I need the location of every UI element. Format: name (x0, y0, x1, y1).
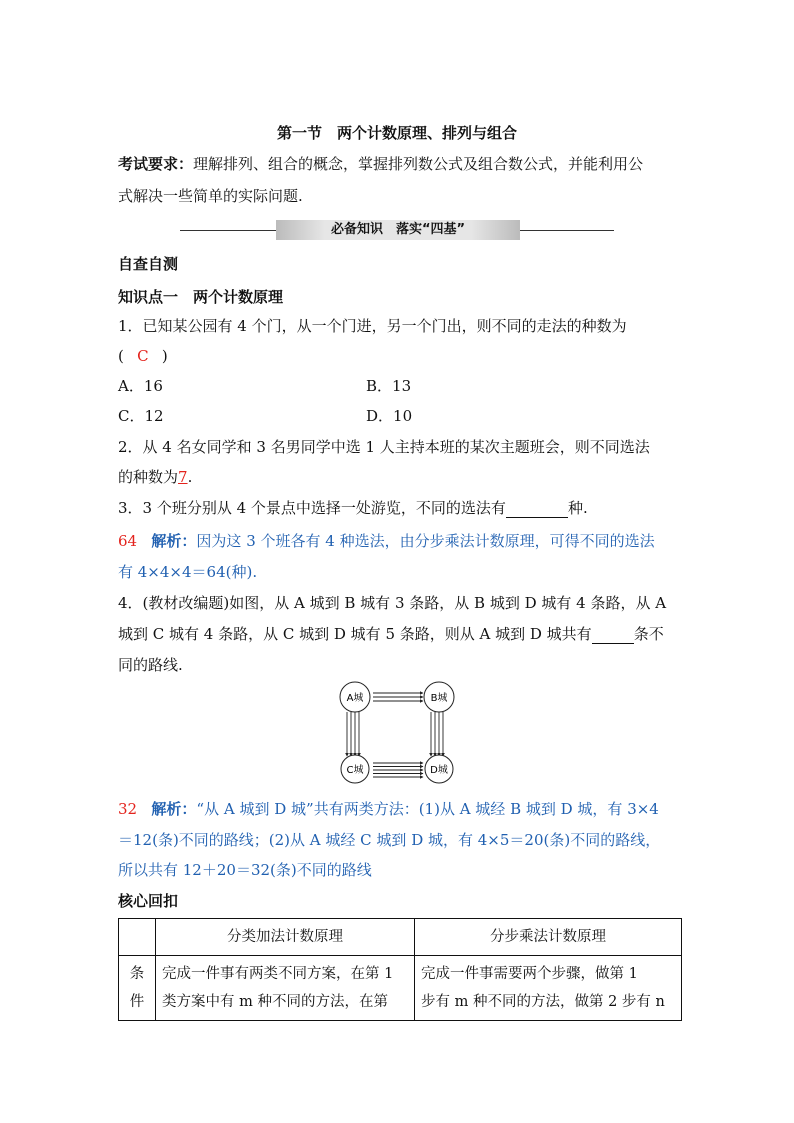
q3-blank (506, 501, 568, 518)
banner-right-rule (520, 230, 614, 231)
node-d (425, 755, 453, 783)
q2-suffix: . (187, 468, 193, 486)
q4-stem-2 (118, 624, 664, 644)
node-d-label: D城 (430, 765, 448, 776)
banner-left-rule (180, 230, 276, 231)
table-cell-addition (156, 956, 415, 1021)
q1-answer: C (137, 347, 149, 365)
q1-option-b: B．13 (366, 377, 412, 395)
q3-stem (118, 498, 588, 518)
q3-analysis-text-1: 因为这 3 个班各有 4 种选法，由分步乘法计数原理，可得不同的选法 (196, 532, 655, 550)
table-cell-multiplication-line-1: 完成一件事需要两个步骤，做第 1 (421, 966, 638, 982)
q3-analysis-line-2: 有 4×4×4＝64(种). (118, 563, 258, 581)
q1-paren-close: ) (161, 347, 168, 365)
node-c-label: C城 (346, 765, 364, 776)
table-cell-multiplication-line-2: 步有 m 种不同的方法，做第 2 步有 n (421, 994, 665, 1010)
q1-option-d: D．10 (366, 407, 413, 425)
requirement-line-1 (118, 154, 643, 174)
requirement-label: 考试要求： (118, 155, 194, 173)
q2-answer: 7 (178, 468, 188, 486)
q4-analysis-line-3: 所以共有 12＋20＝32(条)不同的路线 (118, 861, 372, 879)
q4-analysis-text-1: “从 A 城到 D 城”共有两类方法：(1)从 A 城经 B 城到 D 城，有 3×4 (196, 800, 659, 818)
table-row (119, 956, 682, 1021)
route-diagram (335, 680, 465, 784)
q4-analysis-label: 解析： (151, 800, 197, 818)
node-c (341, 755, 369, 783)
table-row-label: 条件 (119, 956, 156, 1021)
q4-answer: 32 (118, 800, 138, 818)
q4-stem-3: 同的路线. (118, 656, 183, 674)
section-banner: 必备知识 落实“四基” (276, 220, 520, 240)
q2-prefix: 的种数为 (118, 468, 179, 486)
routes-a-to-c (347, 712, 359, 756)
table-cell-addition-line-2: 类方案中有 m 种不同的方法，在第 (162, 994, 388, 1010)
q2-stem: 2．从 4 名女同学和 3 名男同学中选 1 人主持本班的某次主题班会，则不同选法 (118, 438, 650, 456)
q4-analysis-line-1 (118, 799, 659, 819)
table-cell-addition-line-1: 完成一件事有两类不同方案，在第 1 (162, 966, 394, 982)
table-header-addition: 分类加法计数原理 (156, 919, 415, 956)
q3-analysis-label: 解析： (151, 532, 197, 550)
table-header-row (119, 919, 682, 956)
q4-stem-1: 4．(教材改编题)如图，从 A 城到 B 城有 3 条路，从 B 城到 D 城有 4 条路，从 A (118, 594, 667, 612)
q4-blank (592, 627, 634, 644)
section-self-check: 自查自测 (118, 255, 179, 273)
table-cell-multiplication (415, 956, 682, 1021)
knowledge-point-heading: 知识点一 两个计数原理 (118, 288, 284, 306)
page-title: 第一节 两个计数原理、排列与组合 (276, 124, 517, 142)
q3-prefix: 3．3 个班分别从 4 个景点中选择一处游览，不同的选法有 (118, 499, 506, 517)
q4-suffix: 条不 (633, 625, 664, 643)
table-header-multiplication: 分步乘法计数原理 (415, 919, 682, 956)
node-a (340, 682, 370, 712)
node-b-label: B城 (430, 693, 448, 704)
requirement-line-2: 式解决一些简单的实际问题. (118, 187, 303, 205)
q3-answer: 64 (118, 532, 138, 550)
table-corner-cell (119, 919, 156, 956)
core-review-heading: 核心回扣 (118, 892, 179, 910)
q3-analysis-line-1 (118, 531, 655, 551)
routes-a-to-b (373, 693, 423, 701)
q4-analysis-line-2: ＝12(条)不同的路线；(2)从 A 城经 C 城到 D 城，有 4×5＝20(条)不同的路线， (118, 831, 661, 849)
routes-c-to-d (373, 763, 423, 777)
requirement-text-1: 理解排列、组合的概念，掌握排列数公式及组合数公式，并能利用公 (193, 155, 644, 173)
q1-stem: 1．已知某公园有 4 个门，从一个门进，另一个门出，则不同的走法的种数为 (118, 317, 627, 335)
q1-paren-open: ( (118, 347, 124, 365)
q1-option-c: C．12 (118, 407, 164, 425)
q1-answer-line (118, 346, 168, 366)
node-a-label: A城 (346, 693, 364, 704)
q3-suffix: 种. (567, 499, 588, 517)
q4-prefix: 城到 C 城有 4 条路，从 C 城到 D 城有 5 条路，则从 A 城到 D 城共有 (118, 625, 592, 643)
node-b (424, 682, 454, 712)
counting-principles-table (118, 918, 682, 1021)
q1-option-a: A．16 (118, 377, 163, 395)
routes-b-to-d (431, 712, 443, 756)
q2-line-2 (118, 467, 192, 487)
